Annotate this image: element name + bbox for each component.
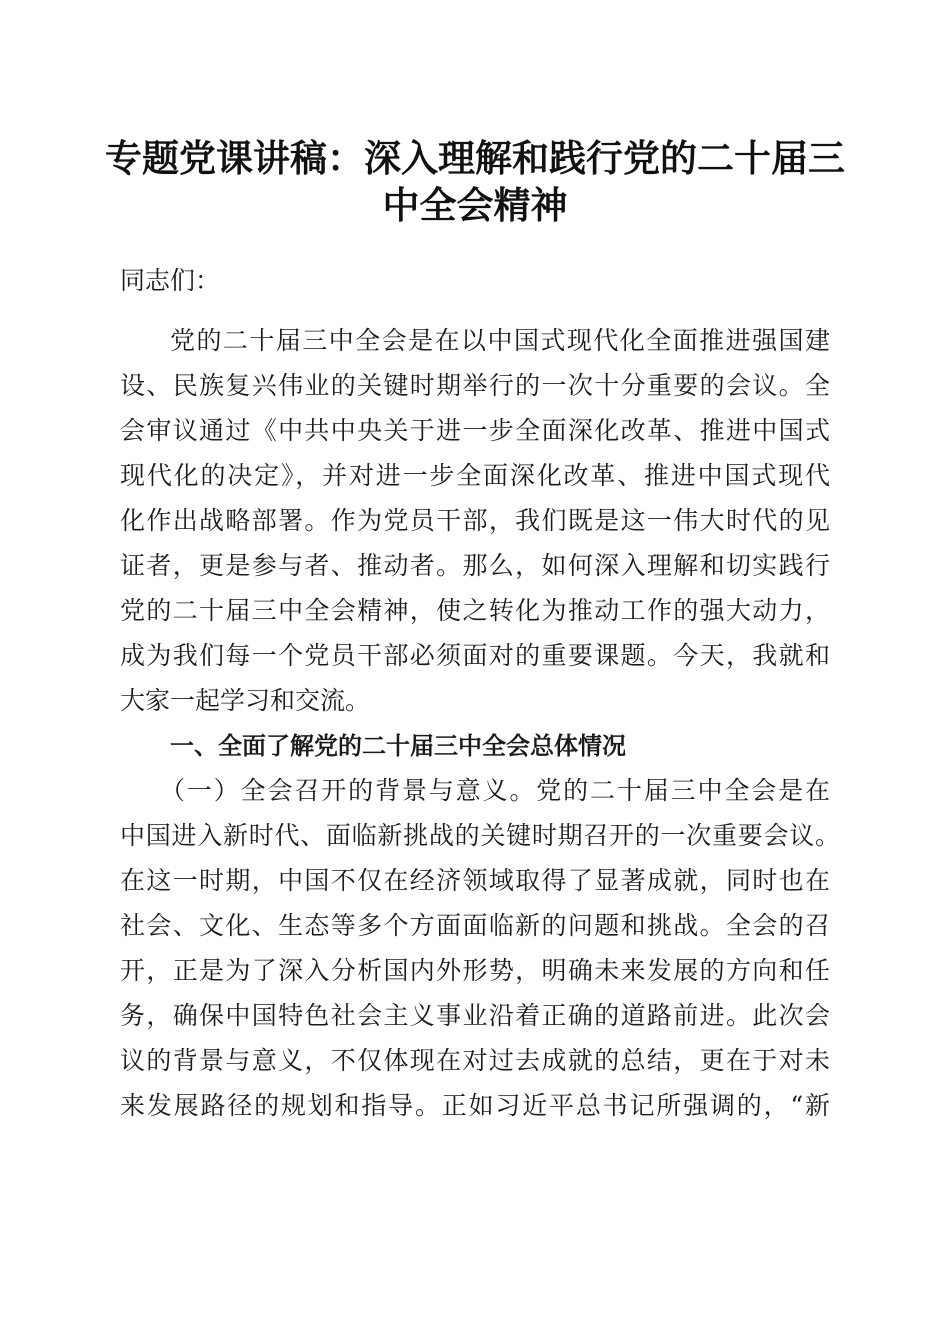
paragraph-line: 党的二十届三中全会是在以中国式现代化全面推进强国建 [170, 326, 830, 355]
paragraph-line: 党的二十届三中全会精神，使之转化为推动工作的强大动力， [120, 596, 830, 625]
paragraph-line: 会审议通过《中共中央关于进一步全面深化改革、推进中国式 [120, 416, 830, 445]
paragraph-line: 大家一起学习和交流。 [120, 686, 371, 715]
paragraph-line: 中国进入新时代、面临新挑战的关键时期召开的一次重要会议。 [120, 821, 840, 850]
paragraph-line: 化作出战略部署。作为党员干部，我们既是这一伟大时代的见 [120, 506, 830, 535]
paragraph-line: 在这一时期，中国不仅在经济领域取得了显著成就，同时也在 [120, 866, 830, 895]
section-heading: 一、全面了解党的二十届三中全会总体情况 [170, 732, 626, 760]
paragraph-line: 设、民族复兴伟业的关键时期举行的一次十分重要的会议。全 [120, 371, 830, 400]
paragraph-line: 来发展路径的规划和指导。正如习近平总书记所强调的，“新 [120, 1091, 830, 1120]
paragraph-line: 务，确保中国特色社会主义事业沿着正确的道路前进。此次会 [120, 1001, 830, 1030]
paragraph-line: 成为我们每一个党员干部必须面对的重要课题。今天，我就和 [120, 641, 830, 670]
paragraph-line: 现代化的决定》，并对进一步全面深化改革、推进中国式现代 [120, 461, 830, 490]
paragraph-line: （一）全会召开的背景与意义。党的二十届三中全会是在 [160, 776, 830, 805]
document-title-line-1: 专题党课讲稿：深入理解和践行党的二十届三 [105, 136, 845, 180]
salutation: 同志们： [120, 266, 221, 295]
paragraph-line: 证者，更是参与者、推动者。那么，如何深入理解和切实践行 [120, 551, 830, 580]
paragraph-line: 社会、文化、生态等多个方面面临新的问题和挑战。全会的召 [120, 911, 830, 940]
paragraph-line: 开，正是为了深入分析国内外形势，明确未来发展的方向和任 [120, 956, 830, 985]
paragraph-line: 议的背景与意义，不仅体现在对过去成就的总结，更在于对未 [120, 1046, 830, 1075]
document-title-line-2: 中全会精神 [382, 183, 568, 227]
